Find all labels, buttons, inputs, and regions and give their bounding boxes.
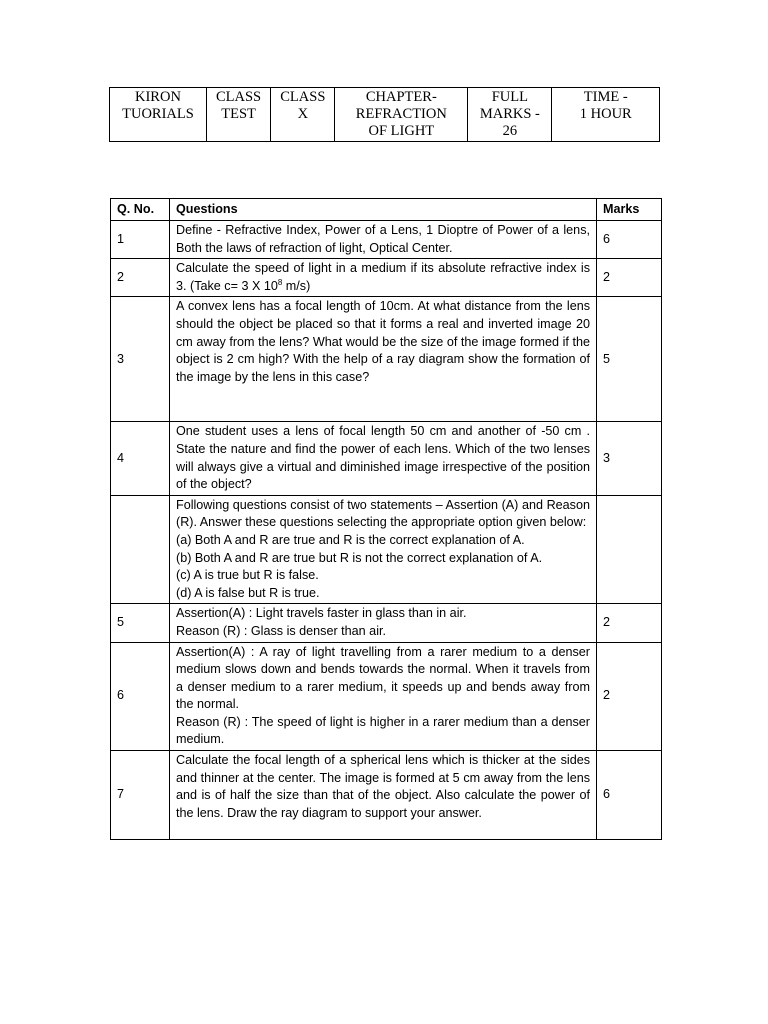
question-text: Define - Refractive Index, Power of a Lens, 1 Dioptre of Power of a lens, Both the laws of refraction of light, Optical Center. bbox=[170, 221, 597, 259]
test-header-table bbox=[109, 87, 660, 142]
question-marks: 5 bbox=[597, 297, 662, 422]
assertion-text: Assertion(A) : A ray of light travelling from a rarer medium to a denser medium slows down and bends towards the normal. When it travels from a denser medium to a rarer medium, it speeds up and bends away from the normal. bbox=[176, 644, 590, 712]
question-text-unit: m/s) bbox=[282, 278, 311, 293]
option-d: (d) A is false but R is true. bbox=[176, 585, 320, 600]
chapter-cell: CHAPTER- REFRACTION OF LIGHT bbox=[335, 88, 468, 142]
question-number: 2 bbox=[111, 259, 170, 297]
question-text bbox=[170, 642, 597, 751]
full-marks-cell: FULL MARKS - 26 bbox=[468, 88, 552, 142]
table-row bbox=[111, 495, 662, 604]
option-b: (b) Both A and R are true but R is not the correct explanation of A. bbox=[176, 550, 543, 565]
marks-header: Marks bbox=[597, 199, 662, 221]
question-marks bbox=[597, 495, 662, 604]
qno-header: Q. No. bbox=[111, 199, 170, 221]
exponent: 8 bbox=[277, 277, 283, 287]
option-c: (c) A is true but R is false. bbox=[176, 568, 319, 583]
question-number: 5 bbox=[111, 604, 170, 642]
question-number bbox=[111, 495, 170, 604]
question-marks: 2 bbox=[597, 604, 662, 642]
table-row bbox=[111, 642, 662, 751]
question-text: One student uses a lens of focal length 50 cm and another of -50 cm . State the nature and find the power of each lens. Which of the two lenses will always give a virtual and diminished image irrespective of the position of the object? bbox=[170, 422, 597, 495]
question-text bbox=[170, 604, 597, 642]
instructions-intro: Following questions consist of two statements – Assertion (A) and Reason (R). Answer these questions selecting the appropriate option given below: bbox=[176, 497, 590, 530]
questions-header: Questions bbox=[170, 199, 597, 221]
question-number: 1 bbox=[111, 221, 170, 259]
option-a: (a) Both A and R are true and R is the correct explanation of A. bbox=[176, 532, 525, 547]
question-number: 4 bbox=[111, 422, 170, 495]
questions-table bbox=[110, 198, 662, 840]
test-type-cell: CLASS TEST bbox=[206, 88, 270, 142]
assertion-reason-instructions bbox=[170, 495, 597, 604]
question-text: A convex lens has a focal length of 10cm. At what distance from the lens should the object be placed so that it forms a real and inverted image 20 cm away from the lens? What would be the size of the image formed if the object is 2 cm high? With the help of a ray diagram show the formation of the image by the lens in this case? bbox=[170, 297, 597, 422]
question-marks: 6 bbox=[597, 751, 662, 840]
table-row bbox=[111, 221, 662, 259]
question-marks: 6 bbox=[597, 221, 662, 259]
question-text: Calculate the focal length of a spherical lens which is thicker at the sides and thinner at the center. The image is formed at 5 cm away from the lens and is of half the size than that of the object. Also calculate the power of the lens. Draw the ray diagram to support your answer. bbox=[170, 751, 597, 840]
question-marks: 2 bbox=[597, 259, 662, 297]
assertion-text: Assertion(A) : Light travels faster in glass than in air. bbox=[176, 606, 467, 621]
table-row bbox=[111, 259, 662, 297]
table-header-row bbox=[111, 199, 662, 221]
table-row bbox=[111, 297, 662, 422]
reason-text: Reason (R) : The speed of light is higher in a rarer medium than a denser medium. bbox=[176, 714, 590, 747]
question-number: 3 bbox=[111, 297, 170, 422]
question-number: 6 bbox=[111, 642, 170, 751]
question-marks: 2 bbox=[597, 642, 662, 751]
institute-name-cell: KIRON TUORIALS bbox=[110, 88, 207, 142]
table-row bbox=[111, 422, 662, 495]
question-number: 7 bbox=[111, 751, 170, 840]
table-row bbox=[111, 604, 662, 642]
question-text-main: Calculate the speed of light in a medium if its absolute refractive index is 3. (Take c= 3 X 10 bbox=[176, 261, 590, 293]
class-cell: CLASS X bbox=[271, 88, 335, 142]
question-marks: 3 bbox=[597, 422, 662, 495]
time-cell: TIME - 1 HOUR bbox=[552, 88, 660, 142]
table-row bbox=[111, 751, 662, 840]
question-text bbox=[170, 259, 597, 297]
reason-text: Reason (R) : Glass is denser than air. bbox=[176, 623, 386, 638]
